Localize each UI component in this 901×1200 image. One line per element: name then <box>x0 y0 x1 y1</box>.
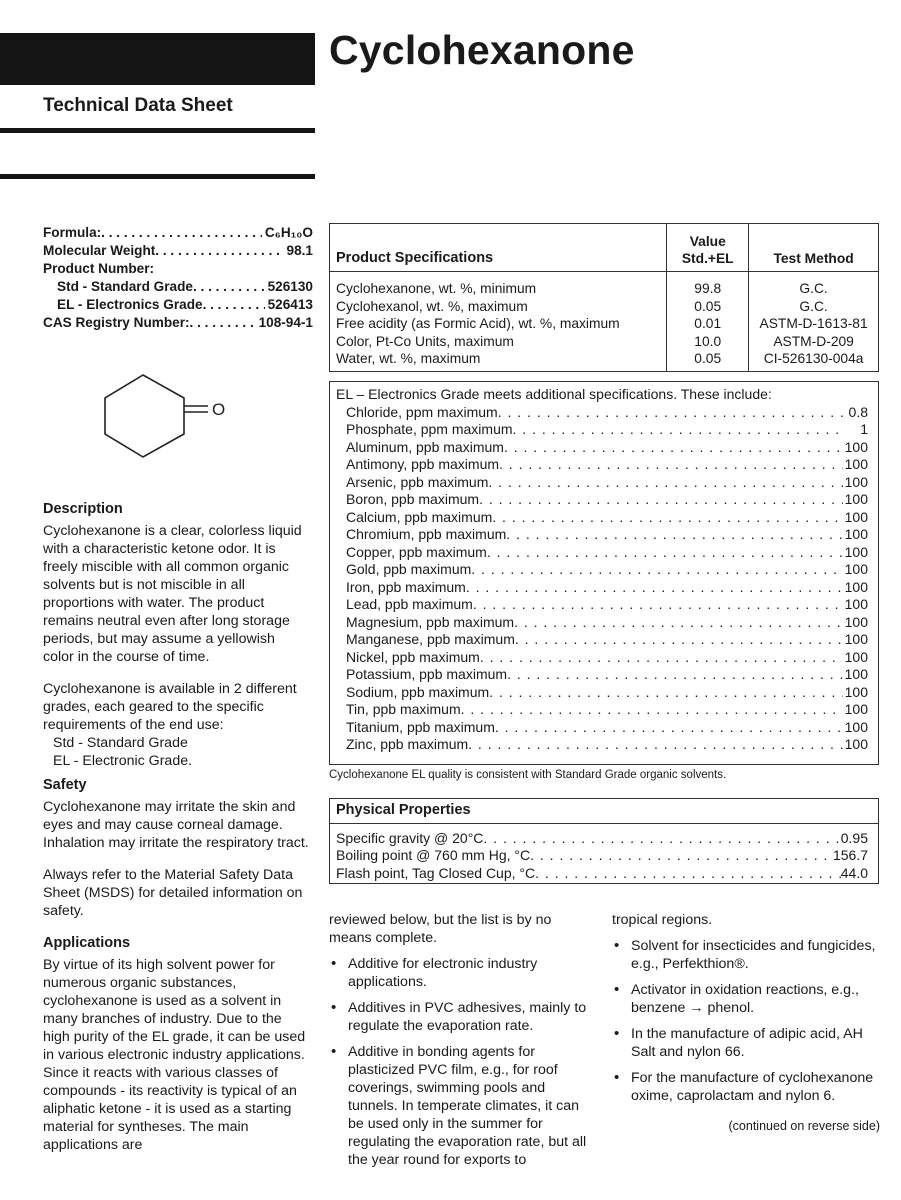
el-spec-value: 100 <box>844 596 868 612</box>
physical-property-label: Specific gravity @ 20°C <box>336 829 484 846</box>
el-spec-value: 100 <box>844 543 868 560</box>
el-spec-row <box>336 474 868 492</box>
el-spec-label: Arsenic, ppb maximum <box>346 473 489 490</box>
el-spec-row <box>336 736 868 754</box>
leader-dots <box>513 421 846 439</box>
el-spec-value: 100 <box>844 561 868 577</box>
leader-dots <box>498 404 846 422</box>
el-spec-value: 100 <box>844 648 868 665</box>
el-quality-note: Cyclohexanone EL quality is consistent with Standard Grade organic solvents. <box>329 769 727 781</box>
product-number-row <box>43 260 313 278</box>
applications-column-3 <box>612 911 880 1135</box>
el-spec-label: Phosphate, ppm maximum <box>346 421 513 437</box>
leader-dots <box>492 509 842 527</box>
applications-intro: reviewed below, but the list is by no means complete. <box>329 912 552 946</box>
value-header-line2: Std.+EL <box>681 251 734 266</box>
el-spec-row <box>336 701 868 719</box>
leader-dots <box>479 491 843 509</box>
spec-method-cell: ASTM-D-1613-81 <box>749 315 879 333</box>
applications-paragraph: By virtue of its high solvent power for numerous organic substances, cyclohexanone is used as a solvent in many branches of industry. Due to the high purity of the EL grade, it can be used in various electronic industry applications. Since it reacts with various classes of compounds - its reactivity is typical of an aliphatic ketone - it is used as a starting material for syntheses. The main applications are <box>43 957 306 1153</box>
el-spec-label: Calcium, ppb maximum <box>346 508 493 525</box>
el-spec-value: 100 <box>844 578 868 595</box>
physical-property-label: Flash point, Tag Closed Cup, °C <box>336 864 536 881</box>
el-spec-row <box>336 544 868 562</box>
el-spec-row <box>336 439 868 457</box>
leader-dots <box>473 596 843 614</box>
el-grade-label: EL - Electronics Grade <box>57 297 203 312</box>
application-list-item: • Solvent for insecticides and fungicides, e.g., Perfekthion®. <box>612 937 880 973</box>
formula-label: Formula: <box>43 225 102 240</box>
el-intro: EL – Electronics Grade meets additional specifications. These include: <box>336 386 772 402</box>
el-spec-label: Iron, ppb maximum <box>346 578 466 595</box>
spec-value-cell: 10.0 <box>667 333 749 351</box>
el-spec-value: 100 <box>844 508 868 525</box>
value-header-line1: Value <box>689 234 726 249</box>
header-black-bar <box>0 33 315 85</box>
spec-method-cell: G.C. <box>749 298 879 316</box>
page-title: Cyclohexanone <box>329 27 635 73</box>
molecular-weight-value: 98.1 <box>286 243 313 258</box>
cas-value: 108-94-1 <box>258 315 313 330</box>
physical-property-row <box>336 830 868 848</box>
leader-dots <box>488 474 842 492</box>
spec-value-cell: 0.05 <box>667 350 749 371</box>
left-column <box>43 500 309 1168</box>
leader-dots <box>514 614 843 632</box>
grades-intro: Cyclohexanone is available in 2 different grades, each geared to the specific requirements of the end use: <box>43 681 297 733</box>
spec-value-cell: 0.05 <box>667 298 749 316</box>
el-spec-label: Potassium, ppb maximum <box>346 666 508 682</box>
application-list-item: • Additives in PVC adhesives, mainly to regulate the evaporation rate. <box>329 999 591 1035</box>
leader-dots <box>101 224 262 242</box>
physical-properties-box <box>329 798 879 884</box>
physical-property-label: Boiling point @ 760 mm Hg, °C <box>336 847 531 863</box>
el-spec-label: Chromium, ppb maximum <box>346 526 507 542</box>
formula-row <box>43 224 313 242</box>
leader-dots <box>480 649 843 667</box>
std-grade-label: Std - Standard Grade <box>57 279 193 294</box>
el-spec-row <box>336 579 868 597</box>
el-spec-value: 100 <box>844 526 868 542</box>
el-spec-label: Aluminum, ppb maximum <box>346 438 504 455</box>
table-row <box>330 333 879 351</box>
cyclohexane-ring <box>105 375 184 457</box>
application-list-item: • Additive in bonding agents for plasticized PVC film, e.g., for roof coverings, swimming pools and tunnels. In temperate climates, it can be used only in the summer for regulating the evaporation rate, but all the year round for exports to <box>329 1043 591 1169</box>
table-row <box>330 315 879 333</box>
leader-dots <box>471 561 842 579</box>
el-spec-row <box>336 666 868 684</box>
leader-dots <box>507 666 843 684</box>
leader-dots <box>495 719 843 737</box>
el-spec-value: 100 <box>844 473 868 490</box>
el-spec-value: 0.8 <box>848 403 868 420</box>
el-spec-label: Antimony, ppb maximum <box>346 456 500 472</box>
cas-row <box>43 314 313 332</box>
application-list-item: • Activator in oxidation reactions, e.g., benzene → phenol. <box>612 981 880 1017</box>
applications-heading: Applications <box>43 935 131 951</box>
page-subtitle: Technical Data Sheet <box>43 95 233 116</box>
el-spec-row <box>336 404 868 422</box>
physical-property-value: 0.95 <box>840 829 868 846</box>
identification-block <box>43 224 313 332</box>
el-spec-label: Copper, ppb maximum <box>346 543 487 560</box>
el-spec-row <box>336 719 868 737</box>
physical-property-value: 44.0 <box>840 864 868 881</box>
el-grade-row <box>43 296 313 314</box>
molecular-weight-label: Molecular Weight <box>43 243 156 258</box>
el-spec-label: Nickel, ppb maximum <box>346 648 480 665</box>
msds-paragraph: Always refer to the Material Safety Data Sheet (MSDS) for detailed information on safety. <box>43 867 303 919</box>
application-list-item: • In the manufacture of adipic acid, AH Salt and nylon 66. <box>612 1025 880 1061</box>
physical-property-row <box>336 847 868 865</box>
safety-heading: Safety <box>43 777 87 793</box>
table-row <box>330 298 879 316</box>
column-header <box>667 224 749 272</box>
spec-value-cell: 0.01 <box>667 315 749 333</box>
leader-dots <box>466 579 843 597</box>
el-spec-row <box>336 509 868 527</box>
leader-dots <box>515 631 843 649</box>
table-row <box>330 272 879 298</box>
application-list-item: • Additive for electronic industry applications. <box>329 955 591 991</box>
physical-properties-heading: Physical Properties <box>330 799 878 824</box>
spec-method-cell: G.C. <box>749 272 879 298</box>
el-spec-label: Sodium, ppb maximum <box>346 683 490 700</box>
el-spec-label: Gold, ppb maximum <box>346 561 472 577</box>
el-spec-row <box>336 526 868 544</box>
el-spec-value: 100 <box>844 718 868 735</box>
el-spec-label: Magnesium, ppb maximum <box>346 613 515 630</box>
oxygen-atom-label: O <box>212 400 226 419</box>
el-spec-value: 1 <box>860 421 868 437</box>
leader-dots <box>530 847 833 865</box>
el-spec-value: 100 <box>844 736 868 752</box>
el-spec-label: Boron, ppb maximum <box>346 491 480 507</box>
leader-dots <box>487 544 843 562</box>
physical-property-value: 156.7 <box>832 847 868 863</box>
el-spec-row <box>336 631 868 649</box>
el-spec-label: Manganese, ppb maximum <box>346 631 515 647</box>
applications-continuation: tropical regions. <box>612 912 713 928</box>
applications-column-2 <box>329 911 591 1169</box>
el-spec-value: 100 <box>844 666 868 682</box>
table-row <box>330 350 879 371</box>
formula-value: C₆H₁₀O <box>264 225 313 240</box>
product-specifications-table <box>329 223 879 372</box>
el-spec-value: 100 <box>844 631 868 647</box>
el-grade-value: 526413 <box>267 297 313 312</box>
spec-name-cell: Water, wt. %, maximum <box>330 350 667 371</box>
spec-name-cell: Cyclohexanone, wt. %, minimum <box>330 272 667 298</box>
el-spec-row <box>336 684 868 702</box>
el-spec-label: Tin, ppb maximum <box>346 701 461 717</box>
el-spec-row <box>336 614 868 632</box>
el-spec-label: Titanium, ppb maximum <box>346 718 495 735</box>
el-spec-label: Lead, ppb maximum <box>346 596 473 612</box>
el-spec-row <box>336 421 868 439</box>
leader-dots <box>468 736 842 754</box>
spec-name-cell: Cyclohexanol, wt. %, maximum <box>330 298 667 316</box>
molecular-weight-row <box>43 242 313 260</box>
cyclohexanone-structure-diagram <box>100 370 250 458</box>
el-spec-value: 100 <box>844 491 868 507</box>
safety-paragraph: Cyclohexanone may irritate the skin and eyes and may cause corneal damage. Inhalation may irritate the respiratory tract. <box>43 799 309 851</box>
spec-method-cell: ASTM-D-209 <box>749 333 879 351</box>
el-spec-value: 100 <box>844 438 868 455</box>
continued-note: (continued on reverse side) <box>728 1119 880 1133</box>
description-heading: Description <box>43 501 123 517</box>
el-specifications-box <box>329 381 879 765</box>
spec-name-cell: Color, Pt-Co Units, maximum <box>330 333 667 351</box>
el-spec-label: Chloride, ppm maximum <box>346 403 498 420</box>
table-header-row <box>330 224 879 272</box>
leader-dots <box>489 684 842 702</box>
el-spec-row <box>336 456 868 474</box>
leader-dots <box>461 701 843 719</box>
leader-dots <box>190 314 256 332</box>
std-grade-row <box>43 278 313 296</box>
leader-dots <box>203 296 265 314</box>
el-spec-value: 100 <box>844 456 868 472</box>
grades-paragraph <box>43 680 309 770</box>
spec-name-cell: Free acidity (as Formic Acid), wt. %, maximum <box>330 315 667 333</box>
leader-dots <box>193 278 265 296</box>
el-spec-row <box>336 596 868 614</box>
leader-dots <box>155 242 283 260</box>
column-header: Test Method <box>749 224 879 272</box>
physical-property-row <box>336 865 868 883</box>
el-spec-row <box>336 649 868 667</box>
description-paragraph: Cyclohexanone is a clear, colorless liquid with a characteristic ketone odor. It is freely miscible with all common organic solvents but is not miscible in all proportions with water. The product remains neutral even after long storage periods, but may assume a yellowish color in the course of time. <box>43 523 302 665</box>
leader-dots <box>506 526 842 544</box>
el-spec-value: 100 <box>844 613 868 630</box>
divider-rule <box>0 174 315 179</box>
leader-dots <box>483 830 840 848</box>
divider-rule <box>0 128 315 133</box>
grade-std: Std - Standard Grade <box>53 735 188 751</box>
leader-dots <box>504 439 843 457</box>
el-spec-value: 100 <box>844 683 868 700</box>
leader-dots <box>499 456 843 474</box>
grade-el: EL - Electronic Grade. <box>53 753 193 769</box>
cas-label: CAS Registry Number: <box>43 315 190 330</box>
el-spec-row <box>336 491 868 509</box>
leader-dots <box>535 865 841 883</box>
application-list-item: • For the manufacture of cyclohexanone oxime, caprolactam and nylon 6. <box>612 1069 880 1105</box>
std-grade-value: 526130 <box>267 279 313 294</box>
spec-method-cell: CI-526130-004a <box>749 350 879 371</box>
el-spec-label: Zinc, ppb maximum <box>346 736 469 752</box>
column-header: Product Specifications <box>330 224 667 272</box>
el-spec-value: 100 <box>844 701 868 717</box>
el-spec-row <box>336 561 868 579</box>
product-number-label: Product Number: <box>43 261 155 276</box>
spec-value-cell: 99.8 <box>667 272 749 298</box>
